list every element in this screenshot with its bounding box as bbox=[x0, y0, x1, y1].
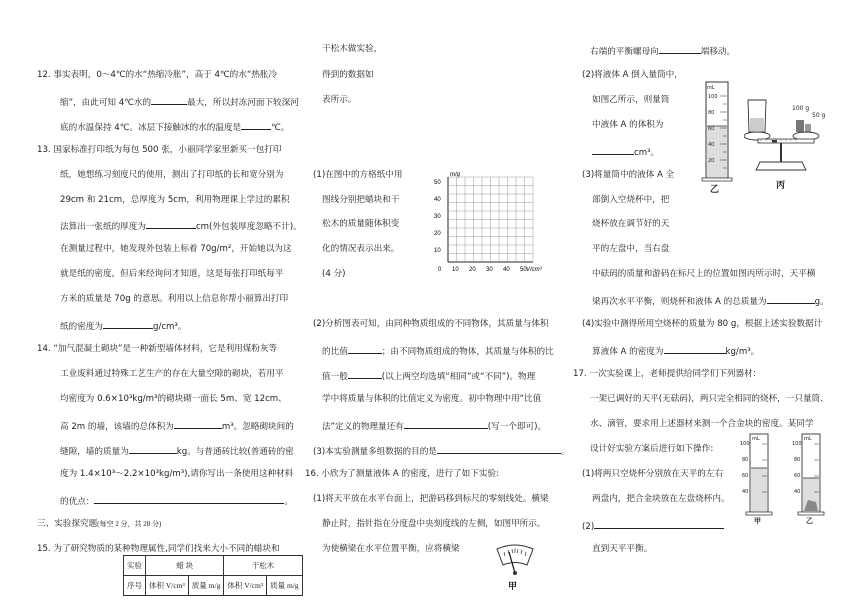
q16-3-line3: 烧杯放在调节好的天 bbox=[592, 219, 670, 229]
section3-title: 三、实验探究题(每空 2 分，共 28 分) bbox=[37, 519, 162, 529]
measuring-cylinder-icon bbox=[700, 76, 734, 182]
q14-line3: 均密度为 0.6×10³kg/m³的砌块砌一面长 5m、宽 12cm、 bbox=[60, 394, 287, 404]
x-axis-label: V/cm³ bbox=[526, 267, 542, 273]
answer-blank[interactable] bbox=[129, 444, 177, 454]
answer-blank[interactable] bbox=[437, 444, 561, 454]
cylinder-tick-label: 20 bbox=[708, 158, 715, 164]
origin-label: 0 bbox=[438, 267, 442, 273]
answer-blank[interactable] bbox=[594, 519, 724, 529]
q12-line3: 底的水温保持 4℃。冰层下接触冰的水的温度是 ℃。 bbox=[60, 120, 289, 134]
answer-blank[interactable] bbox=[348, 344, 382, 354]
figure-label-yi: 乙 bbox=[806, 517, 813, 525]
q16-1-line3: 为使横梁在水平位置平衡，应将横梁 bbox=[322, 544, 460, 554]
graph-paper-figure bbox=[428, 168, 556, 276]
graph-paper[interactable] bbox=[428, 168, 556, 276]
table-header-cell: 质量 m/g bbox=[267, 576, 303, 596]
cylinder-tick-label: 40 bbox=[794, 489, 801, 495]
table-header-cell: 质量 m/g bbox=[188, 576, 224, 596]
answer-blank[interactable] bbox=[94, 494, 284, 504]
q15-1-line2: 图线分别把蜡块和干 bbox=[322, 195, 400, 205]
q15-2-line3: 值一般 (以上两空均选填“相同”或“不同”)。物理 bbox=[322, 369, 535, 383]
answer-blank[interactable] bbox=[664, 344, 726, 354]
cylinder-unit-label: mL bbox=[707, 85, 715, 91]
cylinder-tick-label: 100 bbox=[708, 94, 718, 100]
q16-4-line1: (4)实验中测得所用空烧杯的质量为 80 g，根据上述实验数据计 bbox=[582, 319, 823, 329]
y-tick-label: 30 bbox=[434, 214, 441, 220]
x-tick-label: 50 bbox=[520, 267, 527, 273]
answer-blank[interactable] bbox=[348, 369, 382, 379]
q15-2-line4: 学中将质量与体积的比值定义为密度。初中物理中用“比值 bbox=[322, 394, 542, 404]
q17-line3: 水、滴管，要求用上述器材来测一个合金块的密度。某同学 bbox=[590, 419, 814, 429]
balance-icon bbox=[744, 90, 834, 178]
q15-line1: 15. 为了研究物质的某种物理属性,同学们找来大小不同的蜡块和 bbox=[37, 544, 280, 554]
c3-line1: 右端的平衡螺母向 端移动。 bbox=[590, 44, 735, 58]
q16-2-line4: cm³。 bbox=[592, 145, 659, 159]
table-header-cell: 实验 bbox=[124, 556, 146, 576]
q12-line2: 缩”，由此可知 4℃水的 最大，所以封冻河面下较深河 bbox=[60, 95, 299, 109]
table-header-cell: 干松木 bbox=[224, 556, 302, 576]
q17-2-line: (2) bbox=[582, 519, 724, 533]
q15-2-line1: (2)分析图表可知，由同种物质组成的不同物体，其质量与体积 bbox=[313, 319, 549, 329]
q17-line1: 17. 一次实验课上，老师提供给同学们下列器材： bbox=[573, 369, 762, 379]
cylinder-tick-label: 60 bbox=[708, 126, 715, 132]
data-table bbox=[123, 555, 303, 596]
q13-line4: 法算出一张纸的厚度为 cm(外包装厚度忽略不计)。 bbox=[60, 219, 302, 233]
q16-2-line2: 如图乙所示，则量筒 bbox=[592, 95, 670, 105]
weight-label-50g: 50 g bbox=[812, 112, 826, 119]
q16-2-line1: (2)将液体 A 倒入量筒中， bbox=[582, 70, 683, 80]
cylinder-tick-label: 100 bbox=[740, 441, 750, 447]
figure-label-jia: 甲 bbox=[754, 517, 761, 525]
q16-1-line1: (1)将天平放在水平台面上，把游码移到标尺的零刻线处。横梁 bbox=[313, 494, 549, 504]
table-header-cell: 序号 bbox=[124, 576, 146, 596]
table-header-cell: 体积 V/cm³ bbox=[146, 576, 189, 596]
q17-line2: 一架已调好的天平(无砝码)，两只完全相同的烧杯，一只量筒、 bbox=[590, 394, 829, 404]
q12-line1: 12. 事实表明，0～4℃的水“热缩冷胀”，高于 4℃的水“热胀冷 bbox=[37, 70, 278, 80]
cylinder-tick-label: 40 bbox=[742, 489, 749, 495]
cylinders-figure bbox=[740, 430, 830, 530]
cylinder-tick-label: 60 bbox=[794, 473, 801, 479]
q13-line2: 纸，她想练习刻度尺的使用，测出了打印纸的长和宽分别为 bbox=[60, 170, 284, 180]
q16-3-line2: 部倒入空烧杯中，把 bbox=[592, 195, 670, 205]
x-tick-label: 20 bbox=[469, 267, 476, 273]
q16-1-line2: 静止时，指针指在分度盘中央刻度线的左侧，如图甲所示。 bbox=[322, 519, 546, 529]
q13-line6: 就是纸的密度，但后来经询问才知道，这是每张打印纸每平 bbox=[60, 269, 284, 279]
q16-4-line2: 算液体 A 的密度为 kg/m³。 bbox=[592, 344, 759, 358]
q17-3-line: 直到天平平衡。 bbox=[592, 544, 653, 554]
q15-2-line2: 的比值 ；由不同物质组成的物体，其质量与体积的比 bbox=[322, 344, 554, 358]
answer-blank[interactable] bbox=[767, 294, 815, 304]
q17-line4: 设计好实验方案后进行如下操作: bbox=[590, 444, 714, 454]
table-header-cell: 蜡 块 bbox=[146, 556, 224, 576]
cylinder-tick-label: 100 bbox=[792, 441, 802, 447]
q14-line4: 高 2m 的墙，该墙的总体积为 m³。忽略砌块间的 bbox=[60, 419, 294, 433]
q15-2-line5: 法”定义的物理量还有 (写一个即可)。 bbox=[322, 419, 546, 433]
y-tick-label: 40 bbox=[434, 197, 441, 203]
pointer-dial-icon bbox=[494, 543, 536, 577]
figure-label-jia: 甲 bbox=[508, 582, 518, 592]
q16-3-line6: 梁再次水平平衡，则烧杯和液体 A 的总质量为 g。 bbox=[592, 294, 829, 308]
q13-line8: 纸的密度为 g/cm³。 bbox=[60, 319, 186, 333]
answer-blank[interactable] bbox=[241, 120, 271, 130]
cylinder-unit-label: mL bbox=[804, 436, 812, 442]
q16-3-line4: 平的左盘中，当右盘 bbox=[592, 244, 670, 254]
figure-label-yi: 乙 bbox=[710, 185, 720, 195]
q13-line1: 13. 国家标准打印纸为每包 500 张，小丽同学家里新买一包打印 bbox=[37, 145, 282, 155]
x-tick-label: 40 bbox=[503, 267, 510, 273]
q13-line3: 29cm 和 21cm，总厚度为 5cm，利用物理课上学过的累积 bbox=[60, 195, 290, 205]
q15-1-line4: 化的情况表示出来。 bbox=[322, 244, 400, 254]
q14-line5: 缝隙，墙的质量为 kg。与普通砖比较(普通砖的密 bbox=[60, 444, 294, 458]
two-cylinders-icon bbox=[740, 430, 830, 516]
answer-blank[interactable] bbox=[174, 419, 222, 429]
q15-1-line1: (1)在图中的方格纸中用 bbox=[313, 170, 403, 180]
q16-line1: 16. 小欣为了测量液体 A 的密度，进行了如下实验: bbox=[305, 469, 499, 479]
measuring-cylinder-figure bbox=[700, 76, 734, 194]
c2-line3: 表所示。 bbox=[322, 95, 357, 105]
answer-blank[interactable] bbox=[592, 145, 634, 155]
cylinder-tick-label: 80 bbox=[794, 457, 801, 463]
cylinder-tick-label: 40 bbox=[708, 142, 715, 148]
figure-label-bing: 丙 bbox=[776, 181, 786, 191]
answer-blank[interactable] bbox=[151, 95, 187, 105]
answer-blank[interactable] bbox=[404, 419, 488, 429]
q13-line5: 在测量过程中，她发现外包装上标着 70g/m²，开始她以为这 bbox=[60, 244, 292, 254]
q14-line2: 工业废料通过特殊工艺生产的存在大量空隙的砌块，若用平 bbox=[60, 369, 284, 379]
q14-line6: 度为 1.4×10³～2.2×10³kg/m³),请你写出一条使用这种材料 bbox=[60, 469, 294, 479]
c2-line2: 得到的数据如 bbox=[322, 70, 374, 80]
y-axis-label: m/g bbox=[450, 172, 461, 178]
pointer-dial-figure bbox=[494, 543, 536, 593]
x-tick-label: 30 bbox=[486, 267, 493, 273]
cylinder-tick-label: 80 bbox=[708, 110, 715, 116]
cylinder-unit-label: mL bbox=[752, 436, 760, 442]
q15-1-line5: (4 分) bbox=[322, 269, 346, 279]
q14-line1: 14. “加气混凝土砌块”是一种新型墙体材料，它是利用煤粉灰等 bbox=[37, 344, 278, 354]
y-tick-label: 10 bbox=[434, 248, 441, 254]
x-tick-label: 10 bbox=[452, 267, 459, 273]
q13-line7: 方米的质量是 70g 的意思。利用以上信息你帮小丽算出打印 bbox=[60, 294, 289, 304]
weight-label-100g: 100 g bbox=[792, 105, 810, 112]
q16-3-line1: (3)将量筒中的液体 A 全 bbox=[582, 170, 675, 180]
table-header-cell: 体积 V/cm³ bbox=[224, 576, 267, 596]
q15-3-line: (3)本实验测量多组数据的目的是 。 bbox=[313, 444, 570, 458]
y-tick-label: 50 bbox=[434, 180, 441, 186]
q17-1-line2: 两盘内，把合金块放在左盘烧杯内。 bbox=[592, 494, 730, 504]
cylinder-tick-label: 80 bbox=[742, 457, 749, 463]
answer-blank[interactable] bbox=[659, 44, 701, 54]
y-tick-label: 20 bbox=[434, 231, 441, 237]
q17-1-line1: (1)将两只空烧杯分别放在天平的左右 bbox=[582, 469, 724, 479]
c2-line1: 干松木做实验， bbox=[322, 44, 383, 54]
balance-figure bbox=[744, 90, 834, 190]
q14-line7: 的优点： 。 bbox=[60, 494, 293, 508]
q16-2-line3: 中液体 A 的体积为 bbox=[592, 120, 664, 130]
cylinder-tick-label: 60 bbox=[742, 473, 749, 479]
answer-blank[interactable] bbox=[146, 219, 196, 229]
answer-blank[interactable] bbox=[103, 319, 153, 329]
q15-1-line3: 松木的质量随体积变 bbox=[322, 219, 400, 229]
q16-3-line5: 中砝码的质量和游码在标尺上的位置如图丙所示时，天平横 bbox=[592, 269, 816, 279]
